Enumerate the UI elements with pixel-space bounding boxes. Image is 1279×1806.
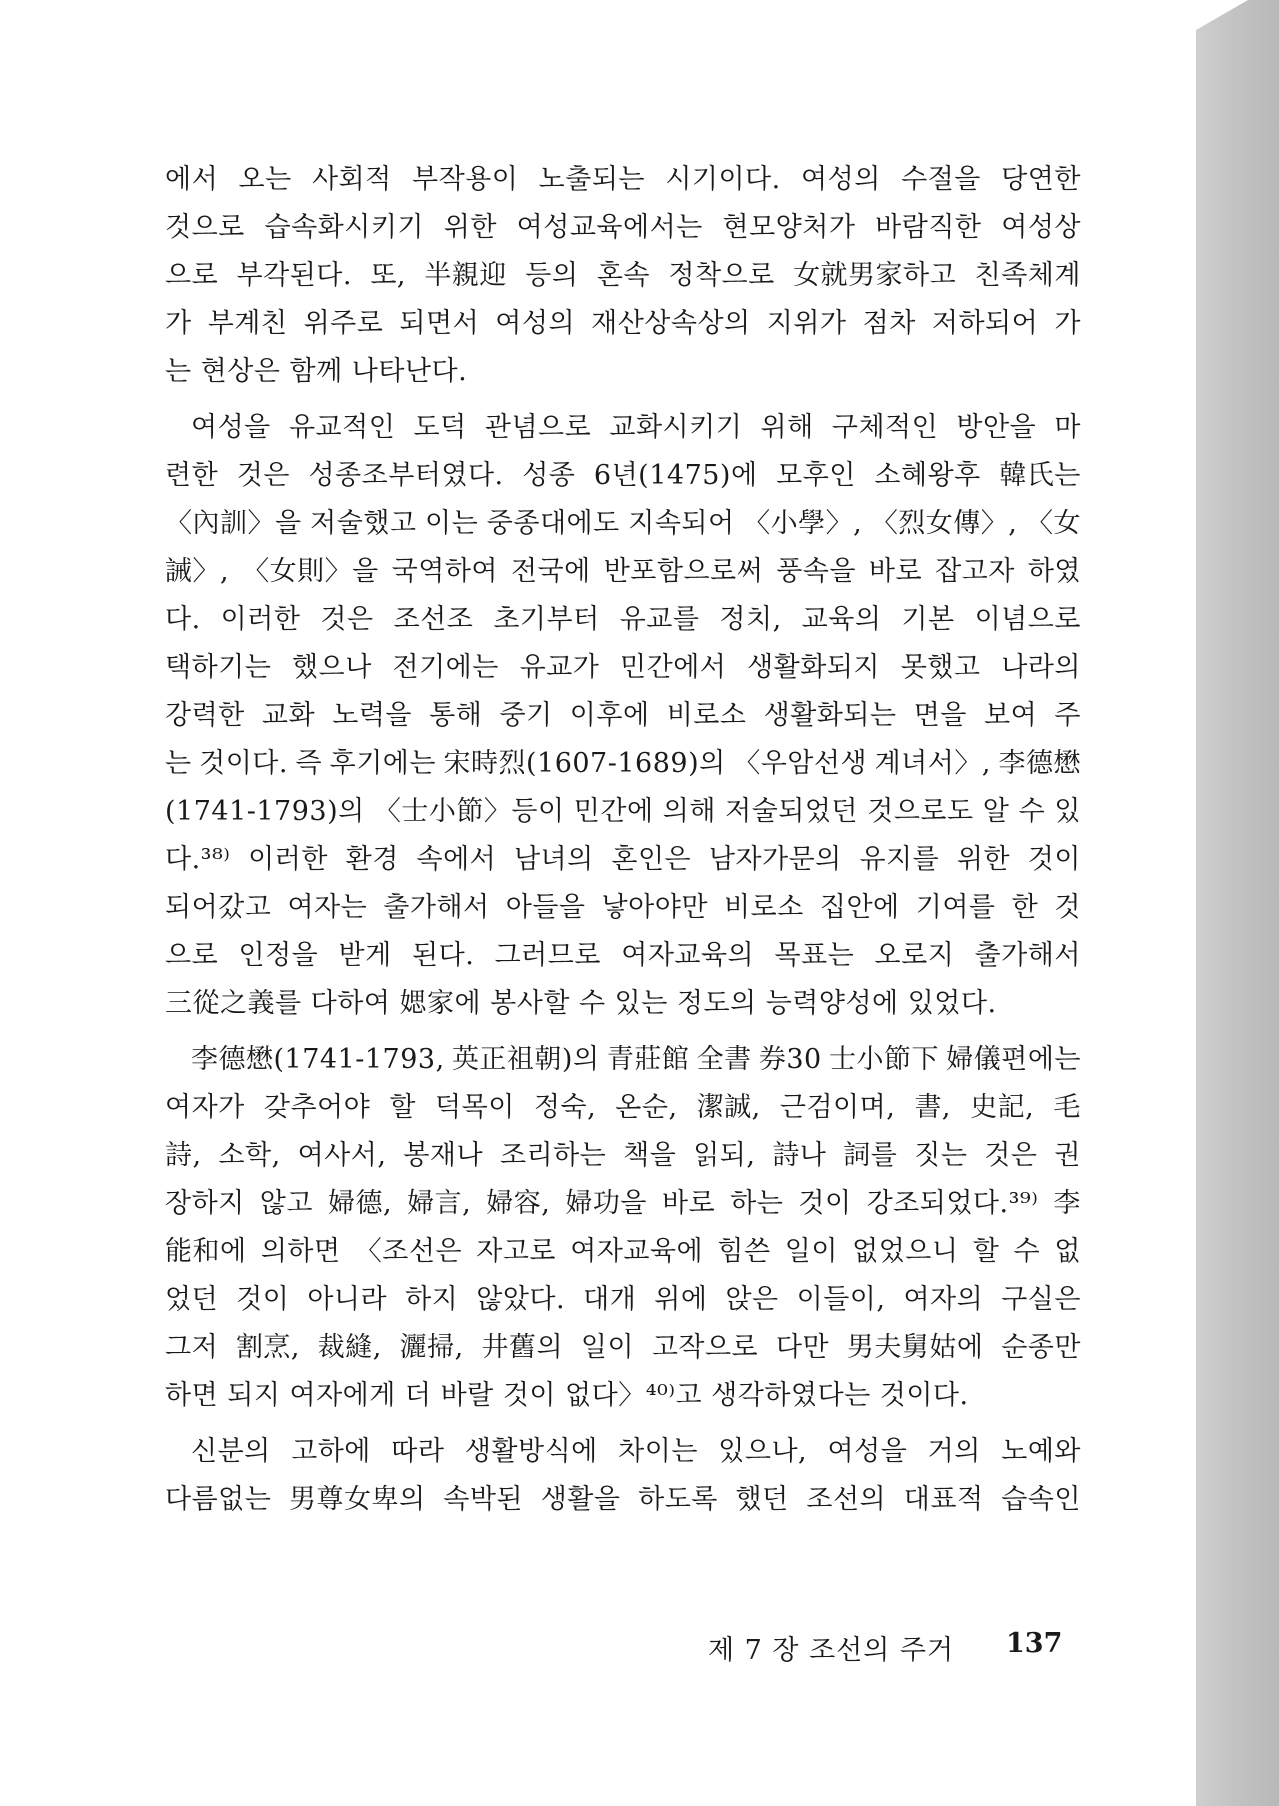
text-line: 다.³⁸⁾ 이러한 환경 속에서 남녀의 혼인은 남자가문의 유지를 위한 것이 bbox=[165, 844, 1081, 875]
text-line: (1741-1793)의 〈士小節〉등이 민간에 의해 저술되었던 것으로도 알 수 있 bbox=[165, 796, 1081, 827]
book-edge bbox=[1196, 0, 1279, 1806]
page-footer bbox=[0, 1628, 1196, 1668]
chapter-title: 제 7 장 조선의 주거 bbox=[708, 1635, 955, 1666]
text-line: 李德懋(1741-1793, 英正祖朝)의 青莊館 全書 券30 士小節下 婦儀편에는 bbox=[191, 1044, 1081, 1075]
text-line: 는 현상은 함께 나타난다. bbox=[165, 356, 468, 387]
book-edge-corner bbox=[1196, 0, 1248, 30]
text-line: 여자가 갖추어야 할 덕목이 정숙, 온순, 潔誠, 근검이며, 書, 史記, 毛 bbox=[165, 1092, 1081, 1123]
text-line: 강력한 교화 노력을 통해 중기 이후에 비로소 생활화되는 면을 보여 주 bbox=[165, 700, 1081, 731]
page-number: 137 bbox=[1006, 1628, 1063, 1659]
text-line: 신분의 고하에 따라 생활방식에 차이는 있으나, 여성을 거의 노예와 bbox=[191, 1436, 1081, 1467]
text-line: 다름없는 男尊女卑의 속박된 생활을 하도록 했던 조선의 대표적 습속인 bbox=[165, 1484, 1081, 1515]
text-line: 되어갔고 여자는 출가해서 아들을 낳아야만 비로소 집안에 기여를 한 것 bbox=[165, 892, 1081, 923]
text-line: 것으로 습속화시키기 위한 여성교육에서는 현모양처가 바람직한 여성상 bbox=[165, 212, 1081, 243]
text-line: 하면 되지 여자에게 더 바랄 것이 없다〉⁴⁰⁾고 생각하였다는 것이다. bbox=[165, 1380, 969, 1411]
text-line: 장하지 않고 婦德, 婦言, 婦容, 婦功을 바로 하는 것이 강조되었다.³⁹⁾ 李 bbox=[165, 1188, 1081, 1219]
text-line: 으로 인정을 받게 된다. 그러므로 여자교육의 목표는 오로지 출가해서 bbox=[165, 940, 1081, 971]
text-line: 에서 오는 사회적 부작용이 노출되는 시기이다. 여성의 수절을 당연한 bbox=[165, 164, 1081, 195]
text-line: 詩, 소학, 여사서, 봉재나 조리하는 책을 읽되, 詩나 詞를 짓는 것은 권 bbox=[165, 1140, 1081, 1171]
text-line: 〈內訓〉을 저술했고 이는 중종대에도 지속되어 〈小學〉, 〈烈女傳〉, 〈女 bbox=[165, 508, 1081, 539]
text-line: 能和에 의하면 〈조선은 자고로 여자교육에 힘쓴 일이 없었으니 할 수 없 bbox=[165, 1236, 1081, 1267]
text-line: 三從之義를 다하여 媤家에 봉사할 수 있는 정도의 능력양성에 있었다. bbox=[165, 988, 997, 1019]
body-text bbox=[165, 156, 1081, 1524]
text-line: 그저 割烹, 裁縫, 灑掃, 井舊의 일이 고작으로 다만 男夫舅姑에 순종만 bbox=[165, 1332, 1081, 1363]
text-line: 으로 부각된다. 또, 半親迎 등의 혼속 정착으로 女就男家하고 친족체계 bbox=[165, 260, 1081, 291]
text-line: 다. 이러한 것은 조선조 초기부터 유교를 정치, 교육의 기본 이념으로 bbox=[165, 604, 1081, 635]
text-line: 가 부계친 위주로 되면서 여성의 재산상속상의 지위가 점차 저하되어 가 bbox=[165, 308, 1081, 339]
text-line: 었던 것이 아니라 하지 않았다. 대개 위에 앉은 이들이, 여자의 구실은 bbox=[165, 1284, 1081, 1315]
text-line: 택하기는 했으나 전기에는 유교가 민간에서 생활화되지 못했고 나라의 bbox=[165, 652, 1081, 683]
text-line: 련한 것은 성종조부터였다. 성종 6년(1475)에 모후인 소혜왕후 韓氏는 bbox=[165, 460, 1081, 491]
text-line: 여성을 유교적인 도덕 관념으로 교화시키기 위해 구체적인 방안을 마 bbox=[191, 412, 1081, 443]
text-line: 誡〉, 〈女則〉을 국역하여 전국에 반포함으로써 풍속을 바로 잡고자 하였 bbox=[165, 556, 1081, 587]
text-line: 는 것이다. 즉 후기에는 宋時烈(1607-1689)의 〈우암선생 계녀서〉, 李德懋 bbox=[165, 748, 1081, 779]
